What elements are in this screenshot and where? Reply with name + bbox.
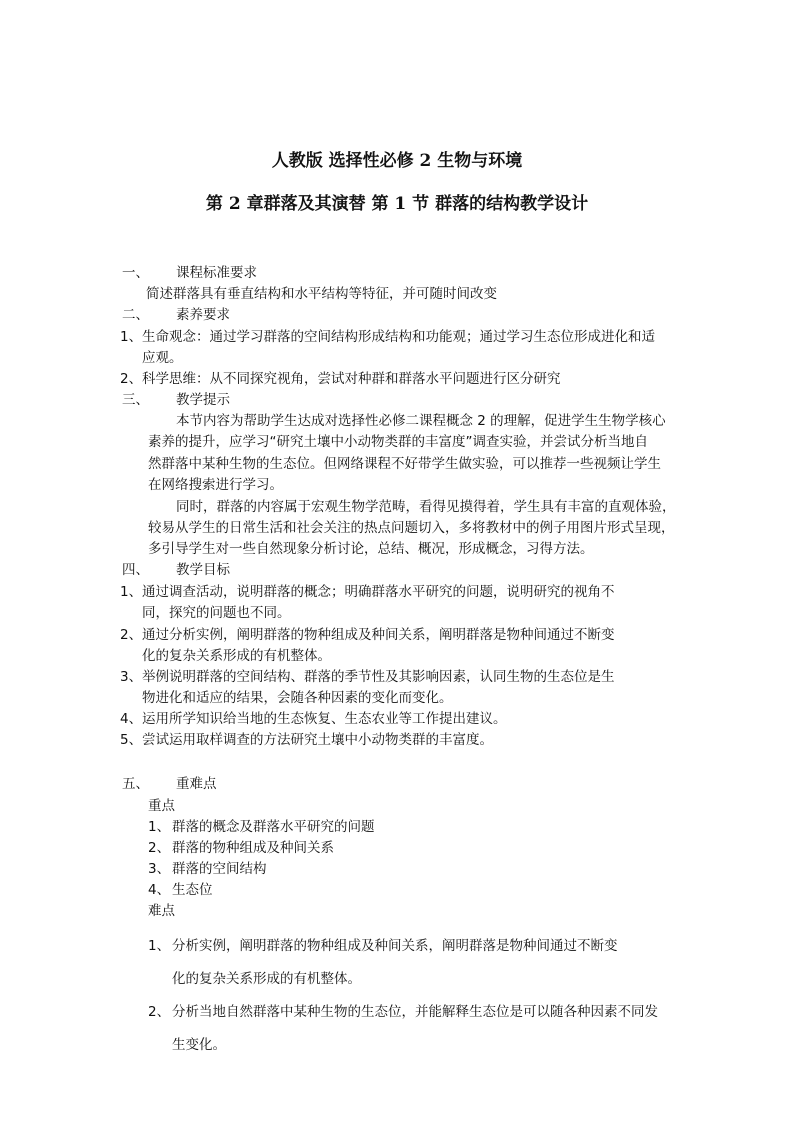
document-subtitle: 第 2 章群落及其演替 第 1 节 群落的结构教学设计 <box>205 194 589 214</box>
list-item-text: 分析当地自然群落中某种生物的生态位，并能解释生态位是可以随各种因素不同发 <box>172 1004 658 1020</box>
list-item-number: 1、 <box>148 819 171 835</box>
list-item-number: 2、 <box>120 371 143 387</box>
paragraph-line: 在网络搜索进行学习。 <box>148 477 283 493</box>
list-item-number: 2、 <box>148 1004 171 1020</box>
section-heading: 教学提示 <box>176 392 230 408</box>
list-item-number: 1、 <box>120 329 143 345</box>
list-item-number: 3、 <box>120 669 143 685</box>
paragraph-line: 多引导学生对一些自然现象分析讨论，总结、概况，形成概念，习得方法。 <box>148 541 594 557</box>
list-item-text: 运用所学知识给当地的生态恢复、生态农业等工作提出建议。 <box>142 711 507 727</box>
list-item-text: 物进化和适应的结果，会随各种因素的变化而变化。 <box>142 690 453 706</box>
list-item-number: 2、 <box>148 840 171 856</box>
section-text: 简述群落具有垂直结构和水平结构等特征，并可随时间改变 <box>146 286 497 302</box>
list-item-number: 1、 <box>120 584 143 600</box>
list-item-text: 分析实例，阐明群落的物种组成及种间关系，阐明群落是物种间通过不断变 <box>172 938 618 954</box>
paragraph-line: 较易从学生的日常生活和社会关注的热点问题切入，多将教材中的例子用图片形式呈现， <box>148 520 675 536</box>
list-item-text: 应观。 <box>142 350 183 366</box>
list-item-text: 生态位 <box>172 882 213 898</box>
list-item-text: 通过调查活动，说明群落的概念；明确群落水平研究的问题，说明研究的视角不 <box>142 584 615 600</box>
list-item-text: 群落的概念及群落水平研究的问题 <box>172 819 375 835</box>
list-item-number: 5、 <box>120 732 143 748</box>
list-item-text: 群落的物种组成及种间关系 <box>172 840 334 856</box>
list-item-text: 化的复杂关系形成的有机整体。 <box>172 971 361 987</box>
list-item-text: 通过分析实例，阐明群落的物种组成及种间关系，阐明群落是物种间通过不断变 <box>142 627 615 643</box>
list-item-text: 生变化。 <box>172 1037 226 1053</box>
difficult-points-label: 难点 <box>148 903 175 919</box>
paragraph-line: 同时，群落的内容属于宏观生物学范畴，看得见摸得着，学生具有丰富的直观体验， <box>176 499 676 515</box>
list-item-text: 科学思维：从不同探究视角，尝试对种群和群落水平问题进行区分研究 <box>142 371 561 387</box>
list-item-number: 3、 <box>148 861 171 877</box>
document-title: 人教版 选择性必修 2 生物与环境 <box>271 151 523 171</box>
section-heading: 课程标准要求 <box>176 265 257 281</box>
key-points-label: 重点 <box>148 798 175 814</box>
list-item-text: 尝试运用取样调查的方法研究土壤中小动物类群的丰富度。 <box>142 732 493 748</box>
section-heading: 重难点 <box>176 776 217 792</box>
paragraph-line: 本节内容为帮助学生达成对选择性必修二课程概念 2 的理解，促进学生生物学核心 <box>176 413 666 429</box>
list-item-number: 2、 <box>120 627 143 643</box>
list-item-number: 1、 <box>148 938 171 954</box>
list-item-number: 4、 <box>148 882 171 898</box>
paragraph-line: 素养的提升，应学习“研究土壤中小动物类群的丰富度”调查实验，并尝试分析当地自 <box>148 434 648 450</box>
list-item-text: 举例说明群落的空间结构、群落的季节性及其影响因素，认同生物的生态位是生 <box>142 669 615 685</box>
section-number: 五、 <box>122 776 149 792</box>
section-number: 四、 <box>122 562 149 578</box>
list-item-text: 化的复杂关系形成的有机整体。 <box>142 648 331 664</box>
list-item-number: 4、 <box>120 711 143 727</box>
list-item-text: 群落的空间结构 <box>172 861 267 877</box>
list-item-text: 同，探究的问题也不同。 <box>142 605 291 621</box>
section-heading: 教学目标 <box>176 562 230 578</box>
list-item-text: 生命观念：通过学习群落的空间结构形成结构和功能观；通过学习生态位形成进化和适 <box>142 329 655 345</box>
section-number: 一、 <box>122 265 149 281</box>
section-number: 二、 <box>122 307 149 323</box>
section-heading: 素养要求 <box>176 307 230 323</box>
section-number: 三、 <box>122 392 149 408</box>
paragraph-line: 然群落中某种生物的生态位。但网络课程不好带学生做实验，可以推荐一些视频让学生 <box>148 456 661 472</box>
